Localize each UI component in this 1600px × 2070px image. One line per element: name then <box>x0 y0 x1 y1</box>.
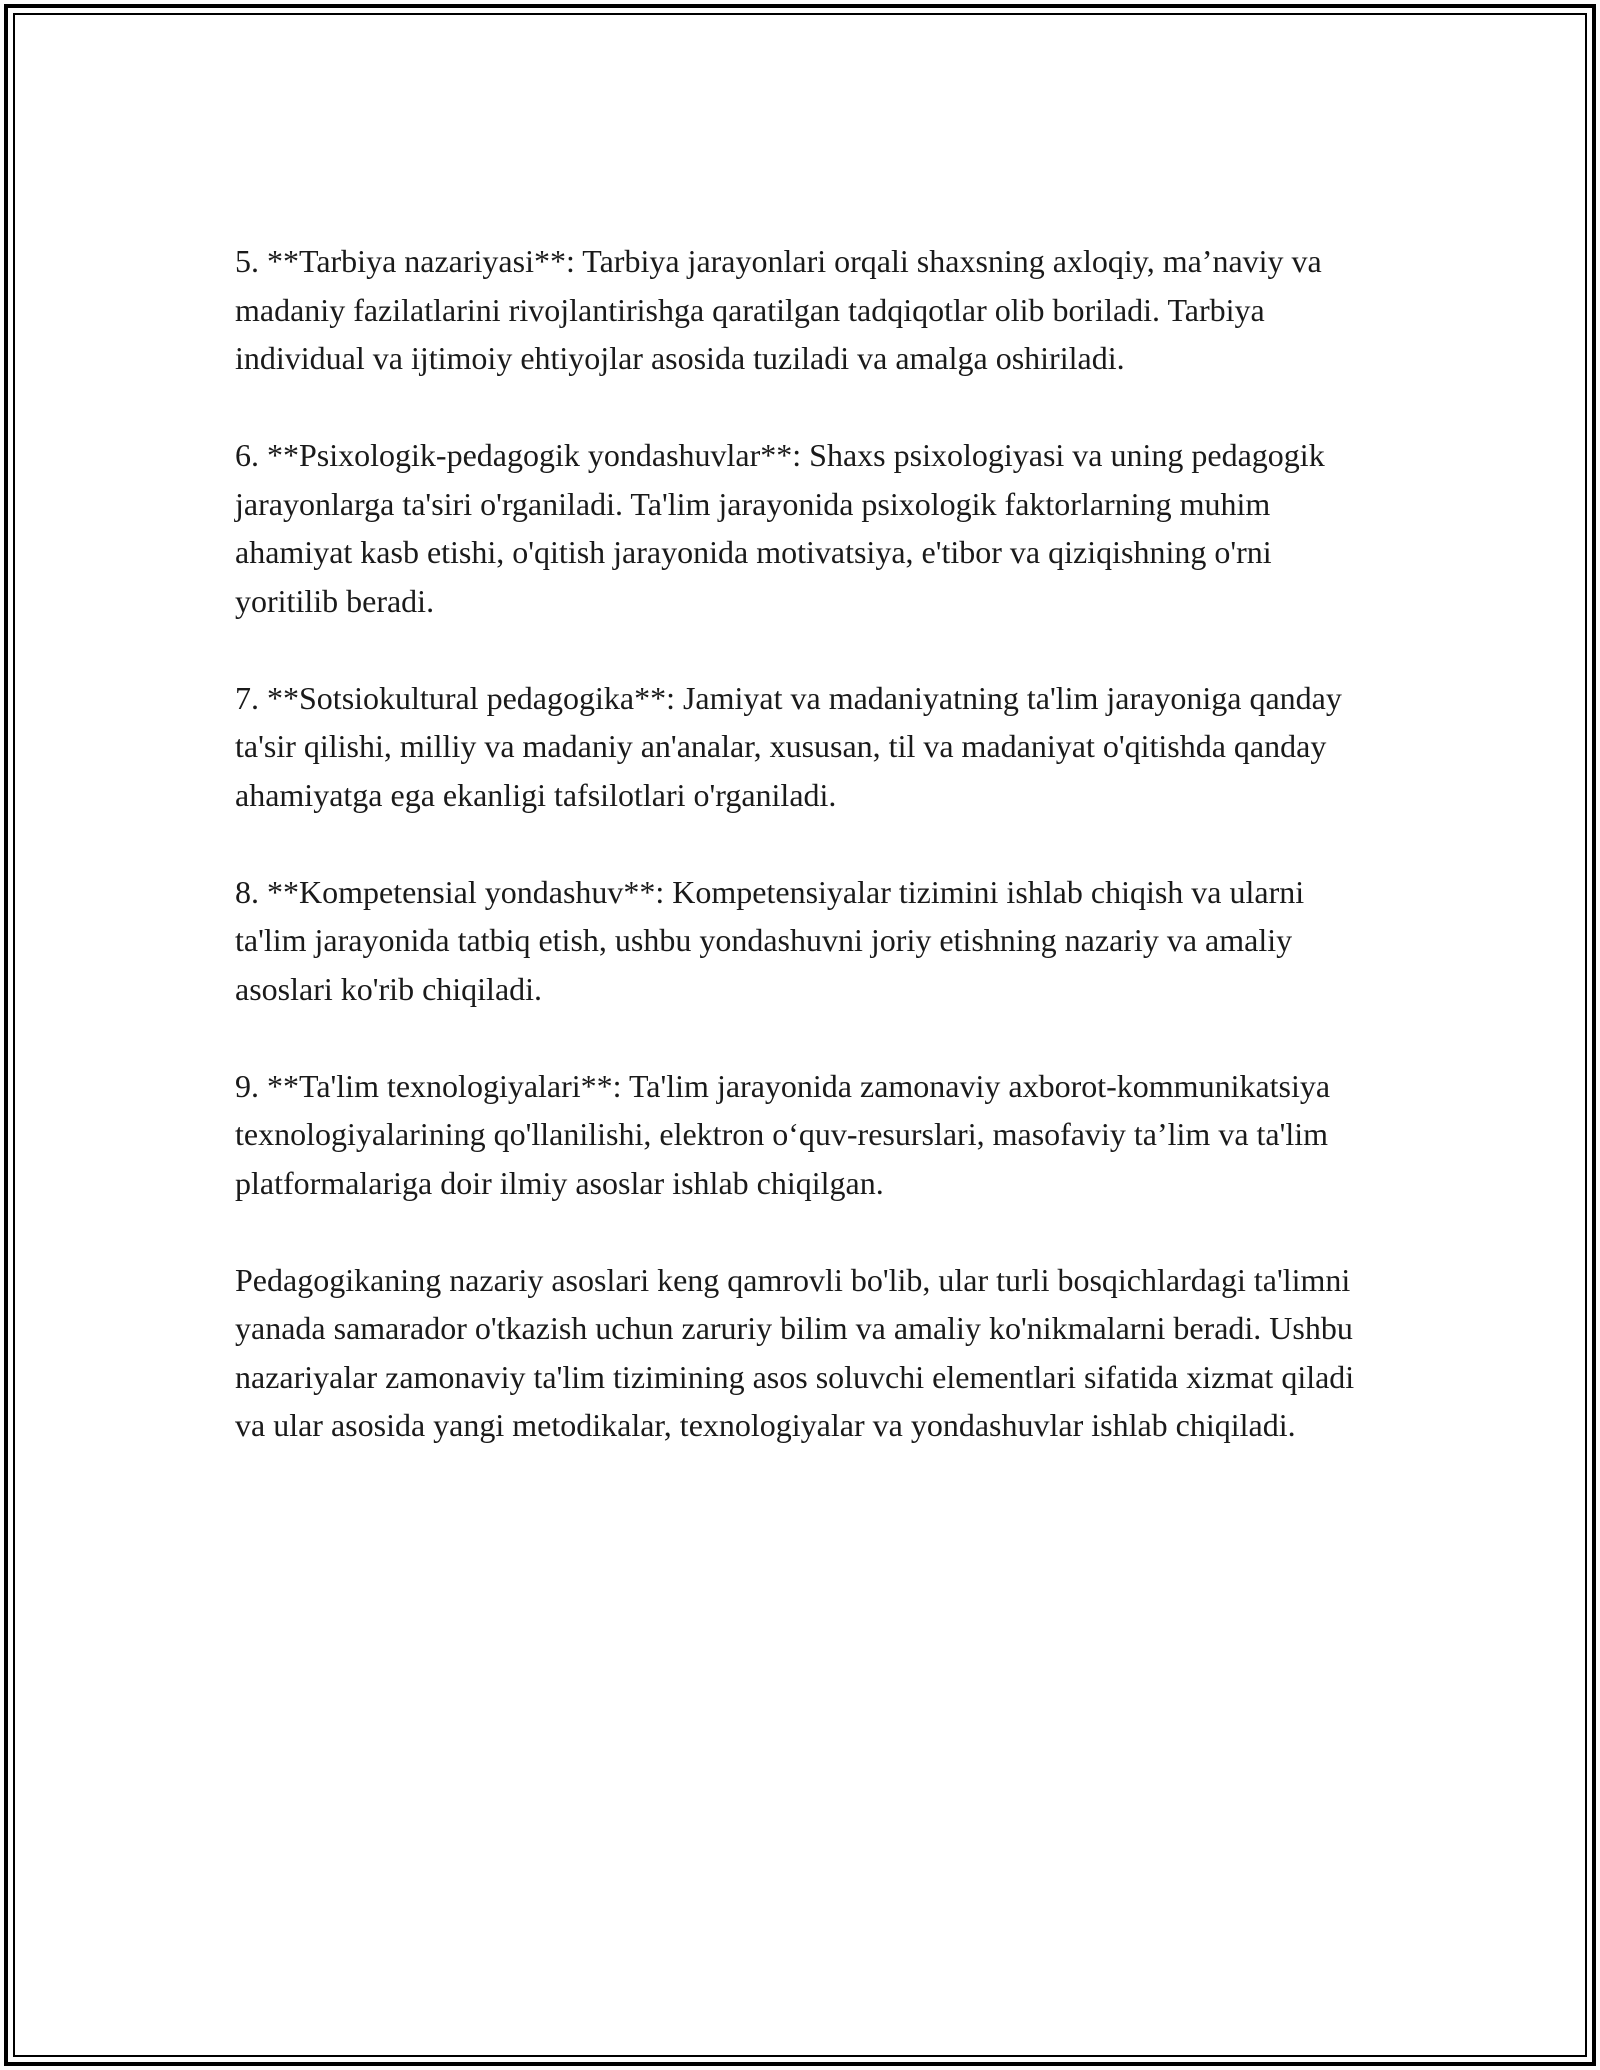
paragraph-tarbiya-nazariyasi: 5. **Tarbiya nazariyasi**: Tarbiya jarayonlari orqali shaxsning axloqiy, ma’naviy va madaniy fazilatlarini rivojlantirishga qaratilgan tadqiqotlar olib boriladi. Tarbiya individual va ijtimoiy ehtiyojlar asosida tuziladi va amalga oshiriladi. <box>235 243 1322 376</box>
paragraph-kompetensial-yondashuv: 8. **Kompetensial yondashuv**: Kompetensiyalar tizimini ishlab chiqish va ularni ta'lim jarayonida tatbiq etish, ushbu yondashuvni joriy etishning nazariy va amaliy asoslari ko'rib chiqiladi. <box>235 873 1305 1007</box>
paragraph-sotsiokultural-pedagogika: 7. **Sotsiokultural pedagogika**: Jamiyat va madaniyatning ta'lim jarayoniga qanday ta'sir qilishi, milliy va madaniy an'analar, xususan, til va madaniyat o'qitishda qanday ahamiyatga ega ekanligi tafsilotlari o'rganiladi. <box>235 679 1342 813</box>
paragraph-talim-texnologiyalari: 9. **Ta'lim texnologiyalari**: Ta'lim jarayonida zamonaviy axborot-kommunikatsiya texnologiyalarining qo'llanilishi, elektron o‘quv-resurslari, masofaviy ta’lim va ta'lim platformalariga doir ilmiy asoslar ishlab chiqilgan. <box>235 1067 1331 1201</box>
paragraph-conclusion: Pedagogikaning nazariy asoslari keng qamrovli bo'lib, ular turli bosqichlardagi ta'limni yanada samarador o'tkazish uchun zaruriy bilim va amaliy ko'nikmalarni beradi. Ushbu nazariyalar zamonaviy ta'lim tizimining asos soluvchi elementlari sifatida xizmat qiladi va ular asosida yangi metodikalar, texnologiyalar va yondashuvlar ishlab chiqiladi. <box>235 1261 1355 1443</box>
paragraph-psixologik-pedagogik: 6. **Psixologik-pedagogik yondashuvlar**: Shaxs psixologiyasi va uning pedagogik jarayonlarga ta'siri o'rganiladi. Ta'lim jarayonida psixologik faktorlarning muhim ahamiyat kasb etishi, o'qitish jarayonida motivatsiya, e'tibor va qiziqishning o'rni yoritilib beradi. <box>235 437 1325 619</box>
document-body <box>235 237 1375 1450</box>
